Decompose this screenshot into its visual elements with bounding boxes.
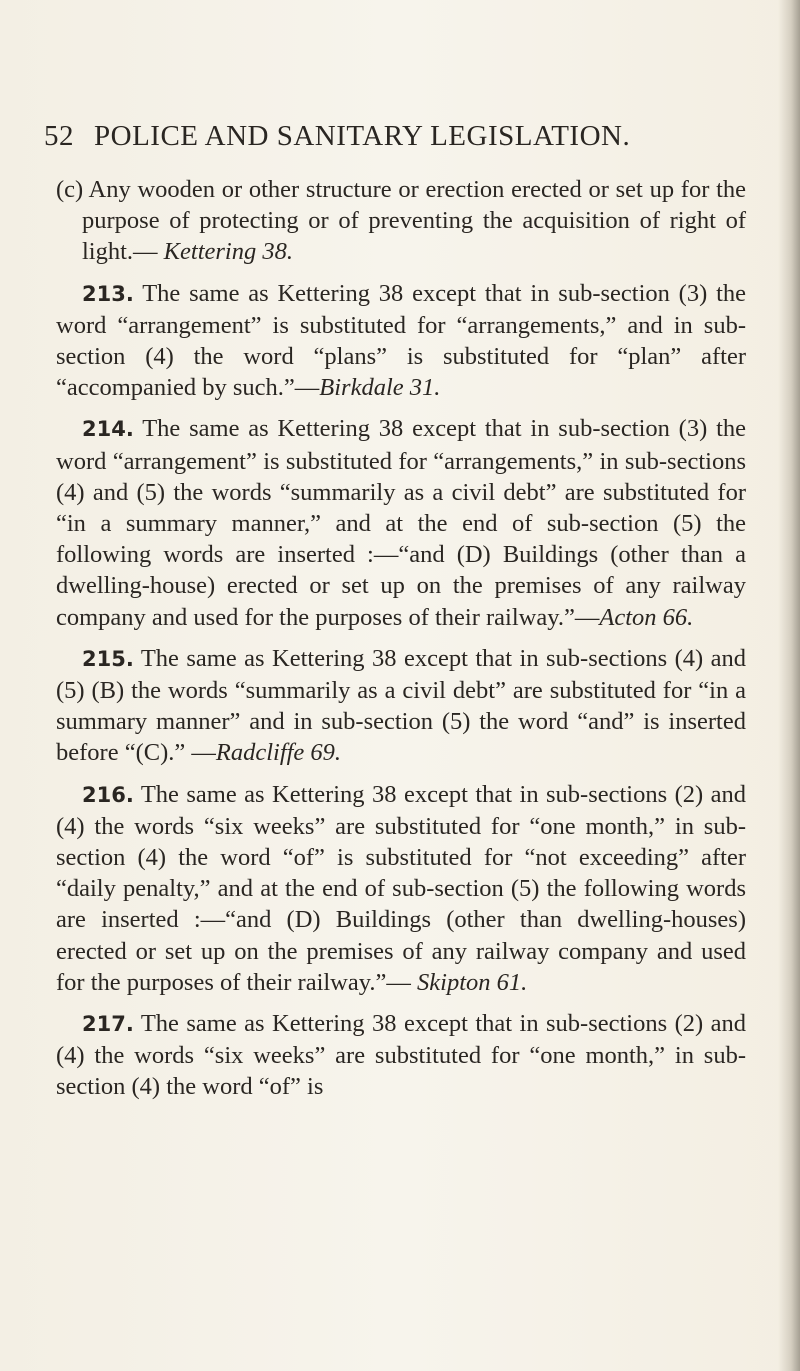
paragraph-text: (c) Any wooden or other structure or erection erected or set up for the purpose of protecting or of preventing the acquisition of right of light.—	[56, 176, 746, 266]
section-215	[56, 643, 746, 769]
section-number: 216.	[82, 782, 134, 807]
section-number: 214.	[82, 417, 134, 442]
citation: Skipton 61.	[417, 968, 528, 996]
section-217	[56, 1008, 746, 1103]
paragraph-text: The same as Kettering 38 except that in sub-section (3) the word “arrangement” is substituted for “arrangements,” in sub-sections (4) and (5) the words “summarily as a civil debt” are substituted for “in a summary manner,” and at the end of sub-section (5) the following words are inserted :—“and (D) Buildings (other than a dwelling-house) erected or set up on the premises of any railway company and used for the purposes of their railway.”—	[56, 415, 746, 631]
section-number: 213.	[82, 281, 134, 306]
paragraph-text: The same as Kettering 38 except that in sub-sections (2) and (4) the words “six weeks” are substituted for “one month,” in sub-section (4) the word “of” is	[56, 1010, 746, 1101]
page-header	[44, 120, 744, 160]
section-number: 217.	[82, 1012, 134, 1037]
paragraph-c	[56, 174, 746, 268]
paragraph-text: The same as Kettering 38 except that in sub-sections (2) and (4) the words “six weeks” are substituted for “one month,” in sub-section (4) the word “of” is substituted for “not exceeding” after “daily penalty,” and at the end of sub-section (5) the following words are inserted :—“and (D) Buildings (other than dwelling-houses) erected or set up on the premises of any railway company and used for the purposes of their railway.”—	[56, 780, 746, 996]
section-216	[56, 779, 746, 998]
running-head: POLICE AND SANITARY LEGISLATION.	[94, 120, 631, 152]
body-text	[56, 174, 746, 1113]
citation: Acton 66.	[599, 603, 694, 631]
section-214	[56, 413, 746, 632]
citation: Kettering 38.	[163, 238, 293, 266]
page-number: 52	[44, 120, 74, 152]
section-213	[56, 278, 746, 404]
binding-shadow	[778, 0, 800, 1371]
section-number: 215.	[82, 646, 134, 671]
paragraph-text: The same as Kettering 38 except that in sub-sections (4) and (5) (B) the words “summarily as a civil debt” are substituted for “in a summary manner” and in sub-section (5) the word “and” is inserted before “(C).” —	[56, 644, 746, 767]
paragraph-text: The same as Kettering 38 except that in sub-section (3) the word “arrangement” is substituted for “arrangements,” and in sub-section (4) the word “plans” is substituted for “plan” after “accompanied by such.”—	[56, 279, 746, 402]
citation: Radcliffe 69.	[215, 739, 342, 767]
citation: Birkdale 31.	[319, 374, 441, 402]
